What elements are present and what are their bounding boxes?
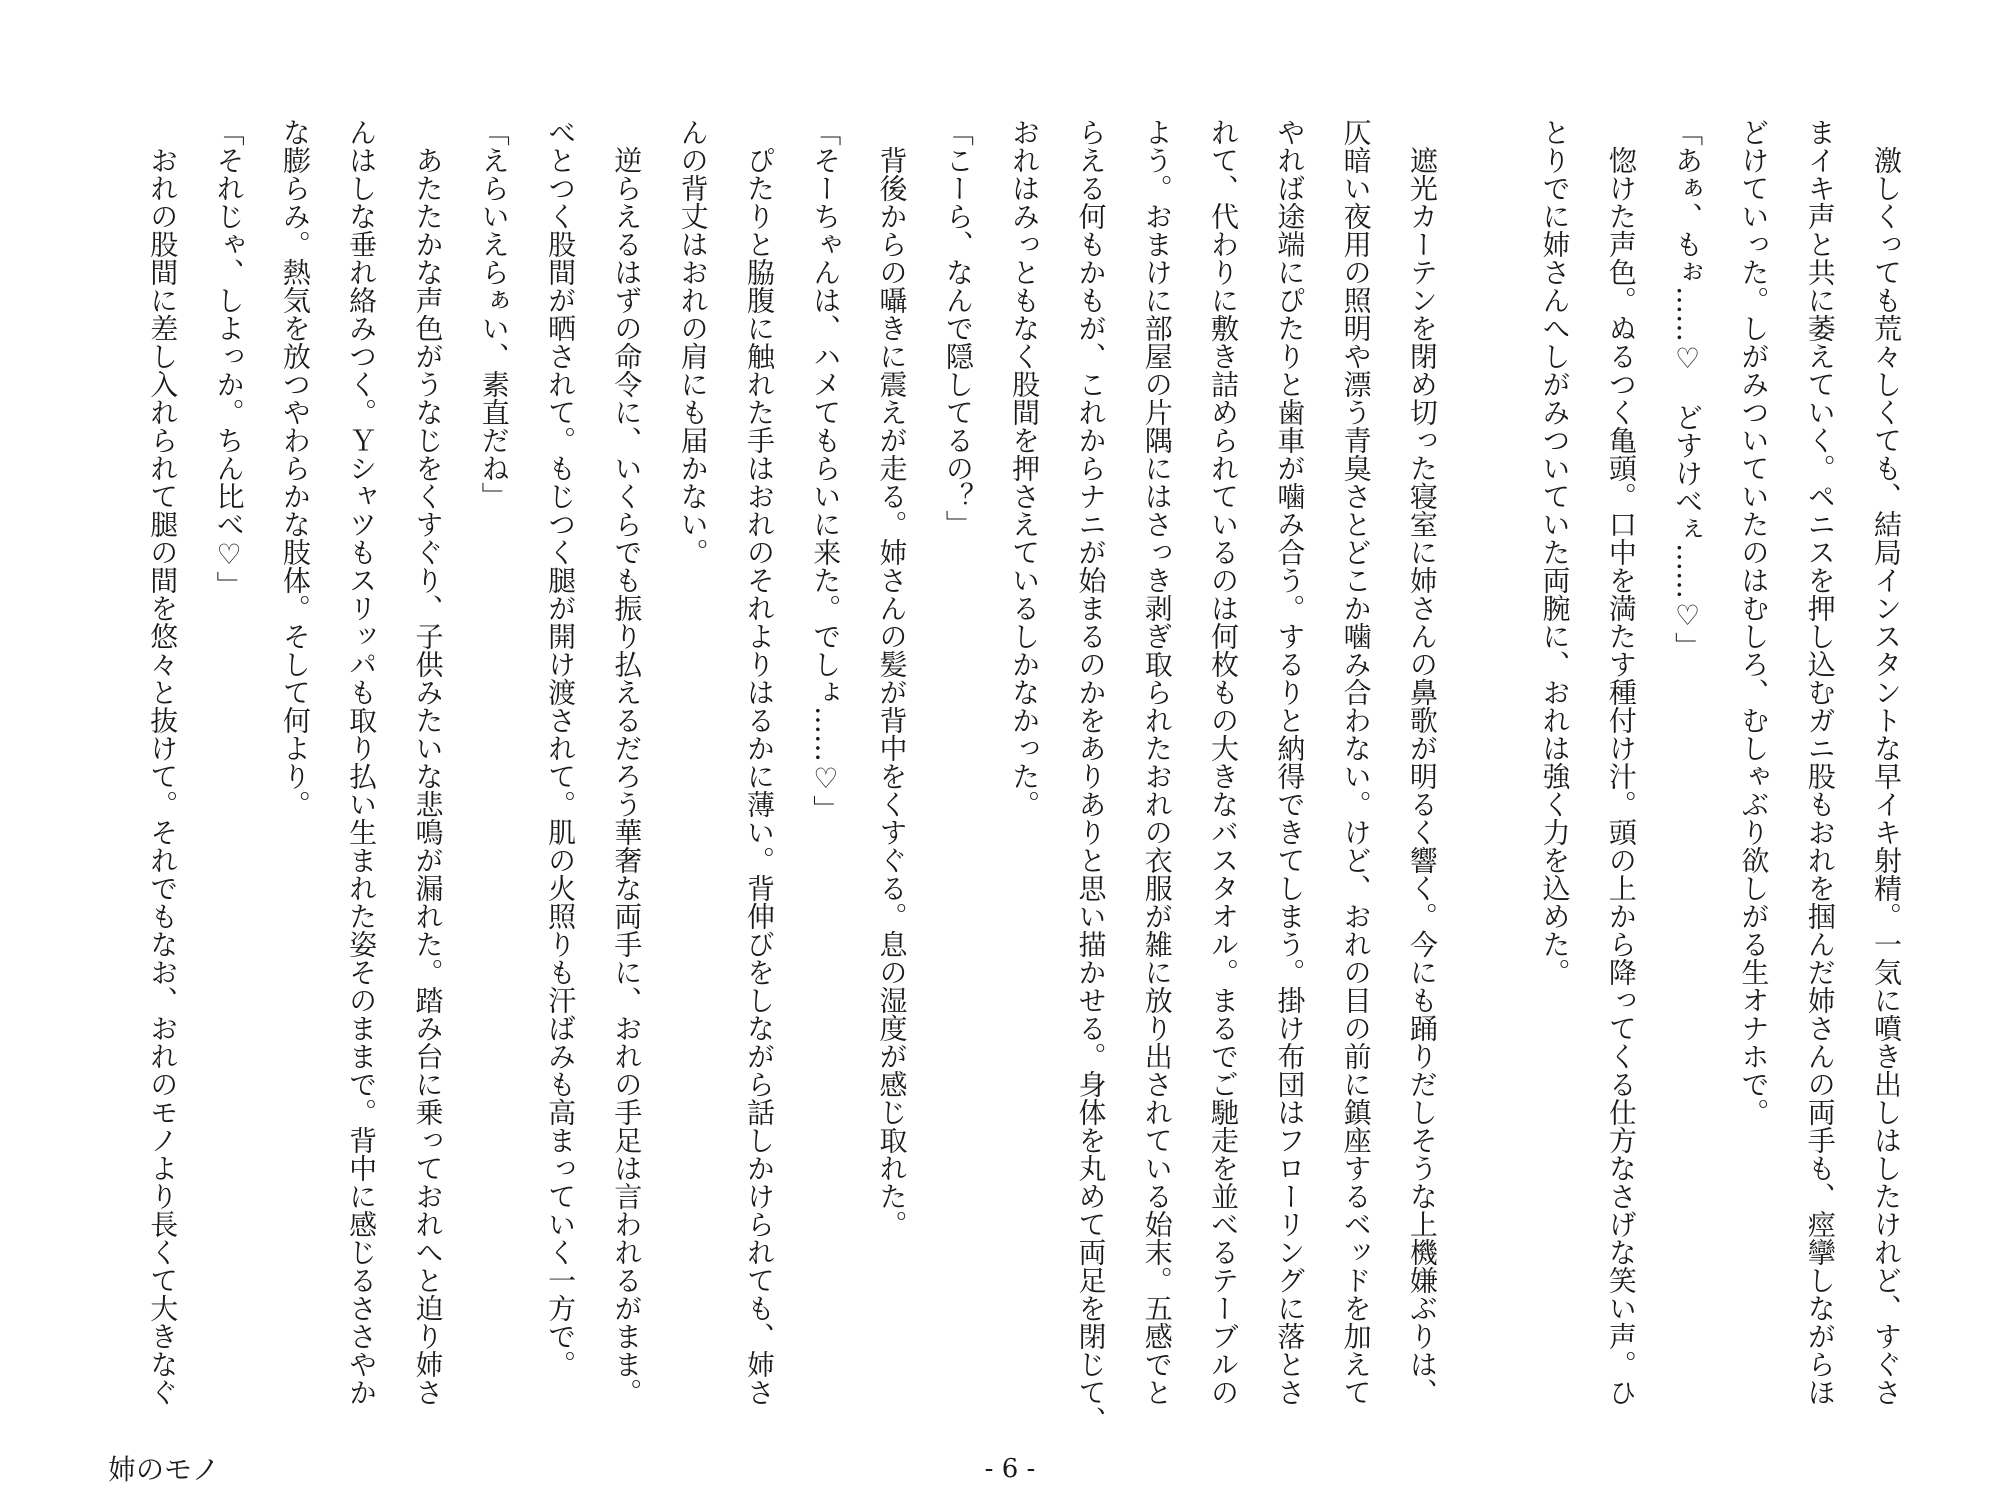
page-number: - 6 -	[984, 1454, 1036, 1484]
text-column: やれば途端にぴたりと歯車が噛み合う。するりと納得できてしまう。掛け布団はフローリングに落とさ	[1273, 118, 1307, 1406]
running-footer-title: 姉のモノ	[108, 1453, 220, 1486]
blank-line	[1455, 118, 1521, 1418]
text-column: どけていった。しがみついていたのはむしろ、むしゃぶり欲しがる生オナホで。	[1737, 118, 1771, 1126]
text-column: んはしな垂れ絡みつく。Ｙシャツもスリッパも取り払い生まれた姿そのままで。背中に感じるささやか	[345, 118, 379, 1406]
text-column: 激しくっても荒々しくても、結局インスタントな早イキ射精。一気に噴き出しはしたけれど、すぐさ	[1870, 118, 1903, 1406]
text-column: 「それじゃ、しよっか。ちん比べ♡」	[212, 118, 246, 599]
text-column: んの背丈はおれの肩にも届かない。	[676, 118, 710, 566]
text-column: 仄暗い夜用の照明や漂う青臭さとどこか噛み合わない。けど、おれの目の前に鎮座するベッドを加えて	[1339, 118, 1373, 1406]
vertical-text-body	[129, 118, 1919, 1434]
text-column: べとつく股間が晒されて。もじつく腿が開け渡されて。肌の火照りも汗ばみも高まっていく一方で。	[544, 118, 578, 1378]
text-column: 遮光カーテンを閉め切った寝室に姉さんの鼻歌が明るく響く。今にも踊りだしそうな上機嫌ぶりは、	[1405, 118, 1439, 1406]
text-column: ぴたりと脇腹に触れた手はおれのそれよりはるかに薄い。背伸びをしながら話しかけられても、姉さ	[742, 118, 776, 1406]
text-column: とりでに姉さんへしがみついていた両腕に、おれは強く力を込めた。	[1538, 118, 1572, 986]
text-column: 逆らえるはずの命令に、いくらでも振り払えるだろう華奢な両手に、おれの手足は言われるがまま。	[610, 118, 644, 1406]
text-column: 惚けた声色。ぬるつく亀頭。口中を満たす種付け汁。頭の上から降ってくる仕方なさげな笑い声。ひ	[1604, 118, 1638, 1406]
text-column: おれの股間に差し入れられて腿の間を悠々と抜けて。それでもなお、おれのモノより長くて大きなぐ	[146, 118, 180, 1406]
text-column: らえる何もかもが、これからナニが始まるのかをありありと思い描かせる。身体を丸めて両足を閉じて、	[1074, 118, 1108, 1434]
text-column: れて、代わりに敷き詰められているのは何枚もの大きなバスタオル。まるでご馳走を並べるテーブルの	[1207, 118, 1241, 1406]
text-column: 背後からの囁きに震えが走る。姉さんの髪が背中をくすぐる。息の湿度が感じ取れた。	[875, 118, 909, 1238]
text-column: あたたかな声色がうなじをくすぐり、子供みたいな悲鳴が漏れた。踏み台に乗っておれへと迫り姉さ	[411, 118, 445, 1406]
text-column: 「えらいえらぁい、素直だね」	[477, 118, 511, 510]
text-column: よう。おまけに部屋の片隅にはさっき剥ぎ取られたおれの衣服が雑に放り出されている始末。五感でと	[1140, 118, 1174, 1406]
text-column: な膨らみ。熱気を放つやわらかな肢体。そして何より。	[278, 118, 312, 818]
text-column: 「そーちゃんは、ハメてもらいに来た。でしょ……♡」	[809, 118, 843, 823]
text-column: 「あぁ、もぉ……♡ どすけべぇ……♡」	[1671, 118, 1705, 660]
text-column: まイキ声と共に萎えていく。ペニスを押し込むガニ股もおれを掴んだ姉さんの両手も、痙攣しながらほ	[1803, 118, 1837, 1406]
text-column: おれはみっともなく股間を押さえているしかなかった。	[1008, 118, 1042, 818]
text-column: 「こーら、なんで隠してるの？」	[941, 118, 975, 538]
